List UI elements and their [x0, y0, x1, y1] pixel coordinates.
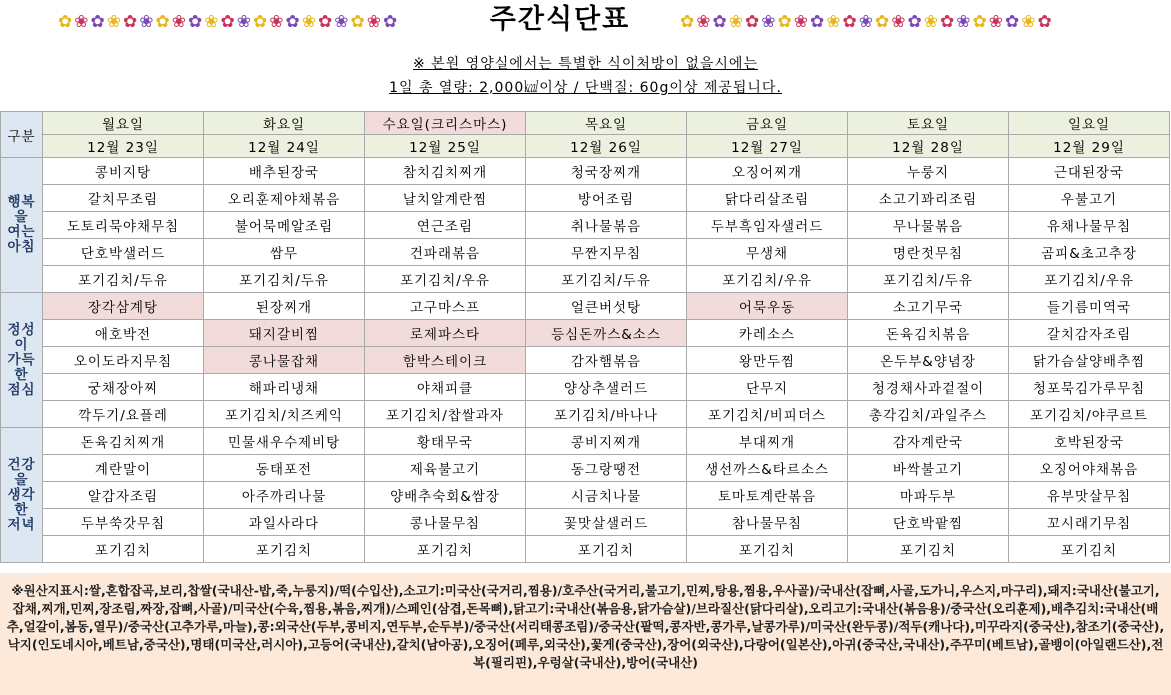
- day-header-row: [1, 112, 1170, 135]
- menu-item: 닭가슴살양배추찜: [1009, 347, 1170, 374]
- meal-label-2: 정성이 가득한 점심: [1, 293, 43, 428]
- menu-item: 바싹불고기: [848, 455, 1009, 482]
- menu-item: 청국장찌개: [526, 158, 687, 185]
- day-date-6: 12월 28일: [848, 135, 1009, 158]
- day-name-6: 토요일: [848, 112, 1009, 135]
- day-date-1: 12월 23일: [43, 135, 204, 158]
- menu-item: 참치김치찌개: [365, 158, 526, 185]
- menu-item: 누룽지: [848, 158, 1009, 185]
- menu-item: 로제파스타: [365, 320, 526, 347]
- day-date-3: 12월 25일: [365, 135, 526, 158]
- menu-row: [1, 509, 1170, 536]
- menu-item: 연근조림: [365, 212, 526, 239]
- menu-item: 오징어찌개: [687, 158, 848, 185]
- menu-item: 포기김치: [365, 536, 526, 563]
- menu-item: 취나물볶음: [526, 212, 687, 239]
- menu-item: 콩나물무침: [365, 509, 526, 536]
- menu-item: 애호박전: [43, 320, 204, 347]
- menu-row: [1, 428, 1170, 455]
- header: [0, 0, 1171, 110]
- menu-item: 근대된장국: [1009, 158, 1170, 185]
- menu-item: 두부흑임자샐러드: [687, 212, 848, 239]
- menu-item: 참나물무침: [687, 509, 848, 536]
- notice-line-1: [0, 53, 1171, 73]
- menu-item: 곰피&초고추장: [1009, 239, 1170, 266]
- menu-item: 쌈무: [204, 239, 365, 266]
- menu-item: 단무지: [687, 374, 848, 401]
- weekly-menu-table: [0, 111, 1170, 563]
- menu-item: 등심돈까스&소스: [526, 320, 687, 347]
- menu-item: 건파래볶음: [365, 239, 526, 266]
- menu-item: 장각삼계탕: [43, 293, 204, 320]
- menu-item: 동태포전: [204, 455, 365, 482]
- menu-item: 오리훈제야채볶음: [204, 185, 365, 212]
- menu-item: 청포묵김가루무침: [1009, 374, 1170, 401]
- menu-row: [1, 401, 1170, 428]
- menu-item: 콩비지찌개: [526, 428, 687, 455]
- menu-item: 포기김치/두유: [848, 266, 1009, 293]
- gubun-header: 구분: [1, 112, 43, 158]
- menu-item: 포기김치: [687, 536, 848, 563]
- menu-item: 소고기무국: [848, 293, 1009, 320]
- menu-item: 오이도라지무침: [43, 347, 204, 374]
- day-name-7: 일요일: [1009, 112, 1170, 135]
- day-name-3: 수요일(크리스마스): [365, 112, 526, 135]
- menu-item: 포기김치/비피더스: [687, 401, 848, 428]
- day-name-5: 금요일: [687, 112, 848, 135]
- menu-item: 콩비지탕: [43, 158, 204, 185]
- menu-row: [1, 536, 1170, 563]
- menu-item: 포기김치/두유: [204, 266, 365, 293]
- menu-item: 두부쑥갓무침: [43, 509, 204, 536]
- menu-item: 들기름미역국: [1009, 293, 1170, 320]
- menu-item: 유채나물무침: [1009, 212, 1170, 239]
- menu-item: 닭다리살조림: [687, 185, 848, 212]
- menu-item: 총각김치/과일주스: [848, 401, 1009, 428]
- menu-item: 양배추숙회&쌈장: [365, 482, 526, 509]
- menu-item: 포기김치: [204, 536, 365, 563]
- menu-row: [1, 374, 1170, 401]
- day-date-7: 12월 29일: [1009, 135, 1170, 158]
- menu-item: 토마토계란볶음: [687, 482, 848, 509]
- menu-item: 호박된장국: [1009, 428, 1170, 455]
- menu-row: [1, 266, 1170, 293]
- menu-item: 포기김치/우유: [365, 266, 526, 293]
- day-date-5: 12월 27일: [687, 135, 848, 158]
- menu-item: 콩나물잡채: [204, 347, 365, 374]
- menu-item: 온두부&양념장: [848, 347, 1009, 374]
- menu-row: [1, 347, 1170, 374]
- menu-item: 불어묵메알조림: [204, 212, 365, 239]
- menu-item: 돈육김치볶음: [848, 320, 1009, 347]
- menu-item: 감자햄볶음: [526, 347, 687, 374]
- day-date-2: 12월 24일: [204, 135, 365, 158]
- menu-item: 포기김치/두유: [43, 266, 204, 293]
- menu-item: 감자계란국: [848, 428, 1009, 455]
- menu-item: 방어조림: [526, 185, 687, 212]
- menu-item: 오징어야채볶음: [1009, 455, 1170, 482]
- origin-note: ※원산지표시:쌀,혼합잡곡,보리,찹쌀(국내산-밥,죽,누룽지)/떡(수입산),소고기:미국산(국거리,찜용)/호주산(국거리,불고기,민찌,탕용,찜용,우사골)/국내산(잡뼈,사골,도가니,우스지,마구리),돼지:국내산(불고기,잡채,찌개,민찌,장조림,짜장,잡뼈,사골)/미국산(수육,찜용,볶음,찌개)/스페인(삼겹,돈목뼈),닭고기:국내산(볶음용,닭가슴살)/브라질산(닭다리살),오리고기:국내산(볶음용)/중국산(오리훈제),배추김치:국내산(배추,얼갈이,봄동,열무)/중국산(고추가루,마늘),콩:외국산(두부,콩비지,연두부,순두부)/중국산(서리태콩조림)/중국산(팥떡,콩자반,콩가루,날콩가루)/미국산(완두콩)/적두(캐나다),미꾸라지(중국산),참조기(중국산),낙지(인도네시아,베트남,중국산),명태(미국산,러시아),고등어(국내산),갈치(남아공),오징어(페루,외국산),꽃게(중국산),장어(외국산),다랑어(일본산),아귀(중국산,국내산),주꾸미(베트남),골뱅이(아일랜드산),전복(필리핀),우렁살(국내산),방어(국내산): [0, 573, 1171, 695]
- menu-item: 알감자조림: [43, 482, 204, 509]
- menu-item: 궁채장아찌: [43, 374, 204, 401]
- menu-item: 포기김치/두유: [526, 266, 687, 293]
- menu-item: 배추된장국: [204, 158, 365, 185]
- menu-item: 어묵우동: [687, 293, 848, 320]
- menu-item: 소고기꽈리조림: [848, 185, 1009, 212]
- menu-item: 단호박샐러드: [43, 239, 204, 266]
- menu-item: 포기김치/우유: [1009, 266, 1170, 293]
- day-date-4: 12월 26일: [526, 135, 687, 158]
- menu-item: 포기김치/우유: [687, 266, 848, 293]
- menu-item: 황태무국: [365, 428, 526, 455]
- menu-item: 과일사라다: [204, 509, 365, 536]
- menu-item: 포기김치/치즈케익: [204, 401, 365, 428]
- menu-row: [1, 320, 1170, 347]
- menu-item: 야채피클: [365, 374, 526, 401]
- menu-item: 무짠지무침: [526, 239, 687, 266]
- menu-item: 시금치나물: [526, 482, 687, 509]
- menu-item: 부대찌개: [687, 428, 848, 455]
- notice-line-1-text: ※ 본원 영양실에서는 특별한 식이처방이 없을시에는: [413, 56, 758, 72]
- menu-item: 마파두부: [848, 482, 1009, 509]
- menu-row: [1, 239, 1170, 266]
- menu-item: 고구마스프: [365, 293, 526, 320]
- menu-item: 된장찌개: [204, 293, 365, 320]
- menu-item: 포기김치: [526, 536, 687, 563]
- menu-item: 포기김치: [1009, 536, 1170, 563]
- menu-item: 포기김치/찹쌀과자: [365, 401, 526, 428]
- menu-row: [1, 185, 1170, 212]
- meal-label-3: 건강을 생각한 저녁: [1, 428, 43, 563]
- menu-item: 무생채: [687, 239, 848, 266]
- menu-item: 갈치무조림: [43, 185, 204, 212]
- menu-item: 갈치감자조림: [1009, 320, 1170, 347]
- menu-item: 왕만두찜: [687, 347, 848, 374]
- menu-item: 깍두기/요플레: [43, 401, 204, 428]
- meal-label-1: 행복을 여는 아침: [1, 158, 43, 293]
- menu-item: 카레소스: [687, 320, 848, 347]
- menu-item: 유부맛살무침: [1009, 482, 1170, 509]
- menu-item: 계란말이: [43, 455, 204, 482]
- flower-garland-right: ✿ ❀ ✿ ❀ ✿ ❀ ✿ ❀ ✿ ❀ ✿ ❀ ✿ ❀ ✿ ❀ ✿ ❀ ✿ ❀ ✿ ❀ ✿: [680, 11, 1052, 32]
- menu-item: 날치알계란찜: [365, 185, 526, 212]
- menu-item: 얼큰버섯탕: [526, 293, 687, 320]
- date-header-row: [1, 135, 1170, 158]
- menu-item: 꼬시래기무침: [1009, 509, 1170, 536]
- flower-garland-left: ✿ ❀ ✿ ❀ ✿ ❀ ✿ ❀ ✿ ❀ ✿ ❀ ✿ ❀ ✿ ❀ ✿ ❀ ✿ ❀ ✿: [58, 11, 398, 32]
- menu-item: 우불고기: [1009, 185, 1170, 212]
- menu-item: 포기김치/바나나: [526, 401, 687, 428]
- menu-row: [1, 482, 1170, 509]
- menu-item: 포기김치: [848, 536, 1009, 563]
- menu-item: 양상추샐러드: [526, 374, 687, 401]
- menu-item: 꽃맛살샐러드: [526, 509, 687, 536]
- menu-item: 돈육김치찌개: [43, 428, 204, 455]
- notice-line-2: 1일 총 열량: 2,000㎉이상 / 단백질: 60g이상 제공됩니다.: [389, 80, 782, 96]
- menu-item: 명란젓무침: [848, 239, 1009, 266]
- menu-item: 해파리냉채: [204, 374, 365, 401]
- menu-row: [1, 455, 1170, 482]
- menu-item: 생선까스&타르소스: [687, 455, 848, 482]
- menu-item: 단호박팥찜: [848, 509, 1009, 536]
- menu-item: 동그랑땡전: [526, 455, 687, 482]
- day-name-4: 목요일: [526, 112, 687, 135]
- menu-item: 제육불고기: [365, 455, 526, 482]
- menu-row: [1, 293, 1170, 320]
- menu-row: [1, 158, 1170, 185]
- menu-item: 도토리묵야채무침: [43, 212, 204, 239]
- menu-row: [1, 212, 1170, 239]
- menu-item: 포기김치: [43, 536, 204, 563]
- menu-item: 포기김치/야쿠르트: [1009, 401, 1170, 428]
- menu-item: 청경채사과겉절이: [848, 374, 1009, 401]
- page-title: 주간식단표: [489, 4, 631, 35]
- menu-item: 돼지갈비찜: [204, 320, 365, 347]
- menu-item: 민물새우수제비탕: [204, 428, 365, 455]
- menu-item: 아주까리나물: [204, 482, 365, 509]
- day-name-2: 화요일: [204, 112, 365, 135]
- menu-item: 무나물볶음: [848, 212, 1009, 239]
- menu-item: 함박스테이크: [365, 347, 526, 374]
- day-name-1: 월요일: [43, 112, 204, 135]
